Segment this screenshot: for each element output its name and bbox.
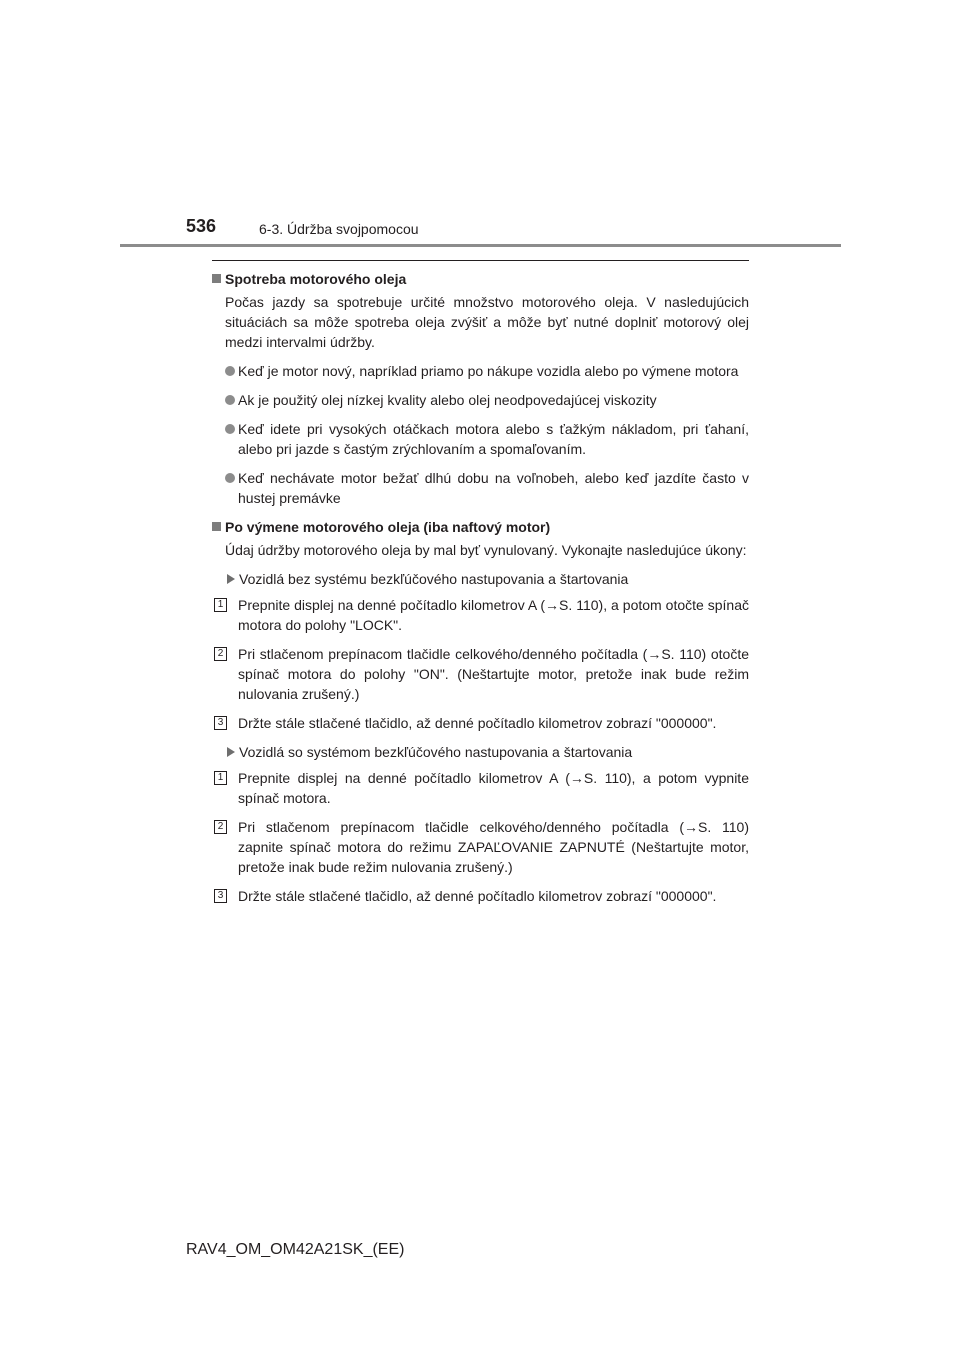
paragraph: Počas jazdy sa spotrebuje určité množstvo motorového oleja. V nasledujúcich situáciách sa môže spotreba oleja zvýšiť a môže byť nutné doplniť motorový olej medzi intervalmi údržby. <box>225 294 749 350</box>
subheading-text: Spotreba motorového oleja <box>225 271 407 287</box>
paragraph: Údaj údržby motorového oleja by mal byť vynulovaný. Vykonajte nasledujúce úkony: <box>225 542 747 558</box>
list-item <box>225 419 749 459</box>
header-rule <box>120 244 841 247</box>
step-number-badge: 3 <box>214 889 227 903</box>
subheading-oil-consumption <box>212 269 749 289</box>
step-number-badge: 1 <box>214 598 227 612</box>
step-text: Držte stále stlačené tlačidlo, až denné počítadlo kilometrov zobrazí "000000". <box>238 715 717 731</box>
step-text: Prepnite displej na denné počítadlo kilometrov A (→S. 110), a potom otočte spínač motora do polohy "LOCK". <box>238 597 749 633</box>
step-item <box>212 713 749 733</box>
step-number-badge: 3 <box>214 716 227 730</box>
circle-bullet-icon <box>225 473 235 483</box>
subheading-text: Po výmene motorového oleja (iba naftový motor) <box>225 519 551 535</box>
content-rule <box>212 260 749 261</box>
list-item-text: Ak je použitý olej nízkej kvality alebo olej neodpovedajúcej viskozity <box>238 392 657 408</box>
step-item <box>212 644 749 704</box>
content <box>212 269 749 915</box>
list-item-text: Keď je motor nový, napríklad priamo po nákupe vozidla alebo po výmene motora <box>238 363 739 379</box>
circle-bullet-icon <box>225 424 235 434</box>
step-item <box>212 768 749 808</box>
document-code: RAV4_OM_OM42A21SK_(EE) <box>186 1241 405 1258</box>
step-text: Držte stále stlačené tlačidlo, až denné počítadlo kilometrov zobrazí "000000". <box>238 888 717 904</box>
step-number-badge: 2 <box>214 647 227 661</box>
square-bullet-icon <box>212 274 221 283</box>
step-item <box>212 595 749 635</box>
procedure-title <box>225 742 749 762</box>
step-number-badge: 1 <box>214 771 227 785</box>
step-item <box>212 817 749 877</box>
list-item-text: Keď nechávate motor bežať dlhú dobu na voľnobeh, alebo keď jazdíte často v hustej premávke <box>238 470 749 506</box>
step-text: Prepnite displej na denné počítadlo kilometrov A (→S. 110), a potom vypnite spínač motora. <box>238 770 749 806</box>
step-text: Pri stlačenom prepínacom tlačidle celkového/denného počítadla (→S. 110) otočte spínač motora do polohy "ON". (Neštartujte motor, pretože inak bude režim nulovania zrušený.) <box>238 646 749 702</box>
step-item <box>212 886 749 906</box>
step-number-badge: 2 <box>214 820 227 834</box>
triangle-right-icon <box>227 574 235 584</box>
square-bullet-icon <box>212 522 221 531</box>
circle-bullet-icon <box>225 395 235 405</box>
step-text: Pri stlačenom prepínacom tlačidle celkového/denného počítadla (→S. 110) zapnite spínač motora do režimu ZAPAĽOVANIE ZAPNUTÉ (Neštartujte motor, pretože inak bude režim nulovania zrušený.) <box>238 819 749 875</box>
list-item <box>225 468 749 508</box>
procedure-title-text: Vozidlá so systémom bezkľúčového nastupovania a štartovania <box>239 744 633 760</box>
list-item <box>225 361 749 381</box>
list-item-text: Keď idete pri vysokých otáčkach motora alebo s ťažkým nákladom, pri ťahaní, alebo pri jazde s častým zrýchlovaním a spomaľovaním. <box>238 421 749 457</box>
triangle-right-icon <box>227 747 235 757</box>
circle-bullet-icon <box>225 366 235 376</box>
procedure-title-text: Vozidlá bez systému bezkľúčového nastupovania a štartovania <box>239 571 629 587</box>
procedure-title <box>225 569 749 589</box>
page-number: 536 <box>186 216 217 236</box>
section-title: 6-3. Údržba svojpomocou <box>259 221 419 237</box>
list-item <box>225 390 749 410</box>
subheading-after-oil-change <box>212 517 749 537</box>
